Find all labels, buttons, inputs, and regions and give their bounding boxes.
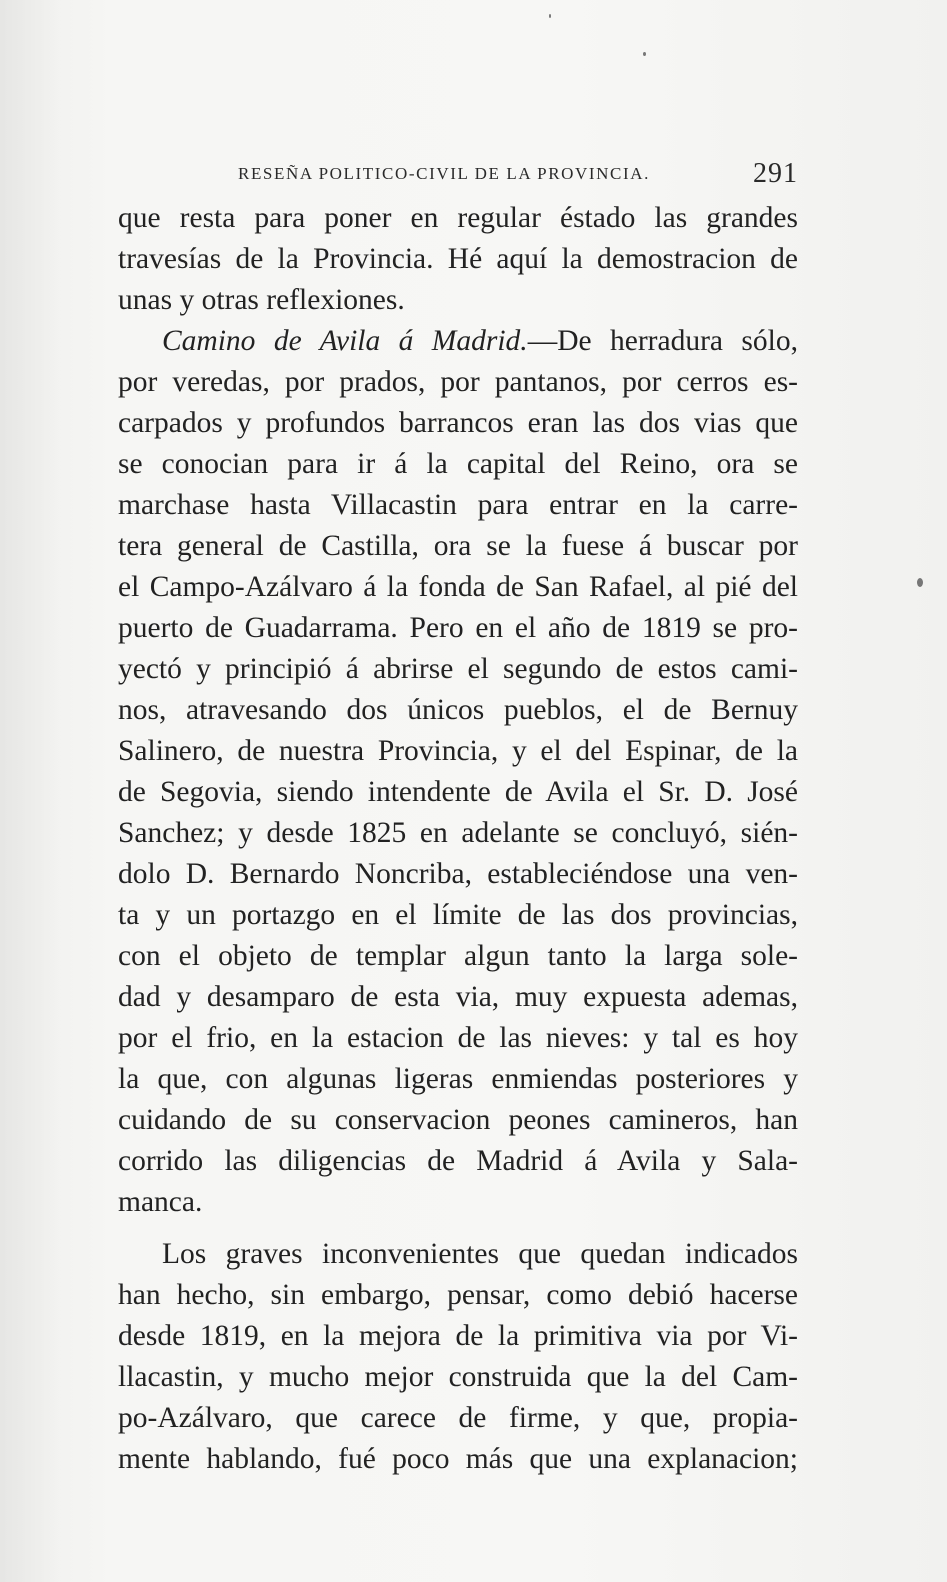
running-head-title: RESEÑA POLITICO-CIVIL DE LA PROVINCIA. <box>238 164 650 183</box>
text-line: yectó y principió á abrirse el segundo de estos cami- <box>118 653 798 685</box>
text-line: dolo D. Bernardo Noncriba, estableciéndose una ven- <box>118 858 798 890</box>
text-line: de Segovia, siendo intendente de Avila el Sr. D. José <box>118 776 798 808</box>
text-line: Los graves inconvenientes que quedan indicados <box>162 1238 798 1270</box>
paper-speck <box>549 14 551 18</box>
text-line: mente hablando, fué poco más que una explanacion; <box>118 1443 798 1475</box>
text-line: ta y un portazgo en el límite de las dos provincias, <box>118 899 798 931</box>
text-line: nos, atravesando dos únicos pueblos, el de Bernuy <box>118 694 798 726</box>
page-number: 291 <box>753 158 798 189</box>
text-line: la que, con algunas ligeras enmiendas posteriores y <box>118 1063 798 1095</box>
text-line: llacastin, y mucho mejor construida que la del Cam- <box>118 1361 798 1393</box>
text-line: cuidando de su conservacion peones camineros, han <box>118 1104 798 1136</box>
running-head <box>238 160 798 196</box>
text-line: tera general de Castilla, ora se la fuese á buscar por <box>118 530 798 562</box>
text-line: po-Azálvaro, que carece de firme, y que, propia- <box>118 1402 798 1434</box>
text-line: marchase hasta Villacastin para entrar en la carre- <box>118 489 798 521</box>
text-line: Salinero, de nuestra Provincia, y el del Espinar, de la <box>118 735 798 767</box>
text-line: travesías de la Provincia. Hé aquí la demostracion de <box>118 243 798 275</box>
paper-speck <box>917 578 923 587</box>
text-line: han hecho, sin embargo, pensar, como debió hacerse <box>118 1279 798 1311</box>
text-line: manca. <box>118 1186 203 1218</box>
text-line: dad y desamparo de esta via, muy expuesta ademas, <box>118 981 798 1013</box>
paper-speck <box>643 52 646 56</box>
text-line: por el frio, en la estacion de las nieves: y tal es hoy <box>118 1022 798 1054</box>
text-line: puerto de Guadarrama. Pero en el año de 1819 se pro- <box>118 612 798 644</box>
text-line: Sanchez; y desde 1825 en adelante se concluyó, sién- <box>118 817 798 849</box>
text-line: desde 1819, en la mejora de la primitiva via por Vi- <box>118 1320 798 1352</box>
section-heading-continuation: —De herradura sólo, <box>527 325 798 357</box>
text-line-section-heading <box>118 321 798 361</box>
text-line: unas y otras reflexiones. <box>118 284 405 316</box>
page-edge-shadow <box>0 0 60 1582</box>
text-line: con el objeto de templar algun tanto la larga sole- <box>118 940 798 972</box>
text-line: se conocian para ir á la capital del Reino, ora se <box>118 448 798 480</box>
text-line: el Campo-Azálvaro á la fonda de San Rafael, al pié del <box>118 571 798 603</box>
text-line: que resta para poner en regular éstado las grandes <box>118 202 798 234</box>
text-line: carpados y profundos barrancos eran las dos vias que <box>118 407 798 439</box>
section-heading: Camino de Avila á Madrid. <box>162 325 528 357</box>
text-line: por veredas, por prados, por pantanos, por cerros es- <box>118 366 798 398</box>
text-line: corrido las diligencias de Madrid á Avila y Sala- <box>118 1145 798 1177</box>
